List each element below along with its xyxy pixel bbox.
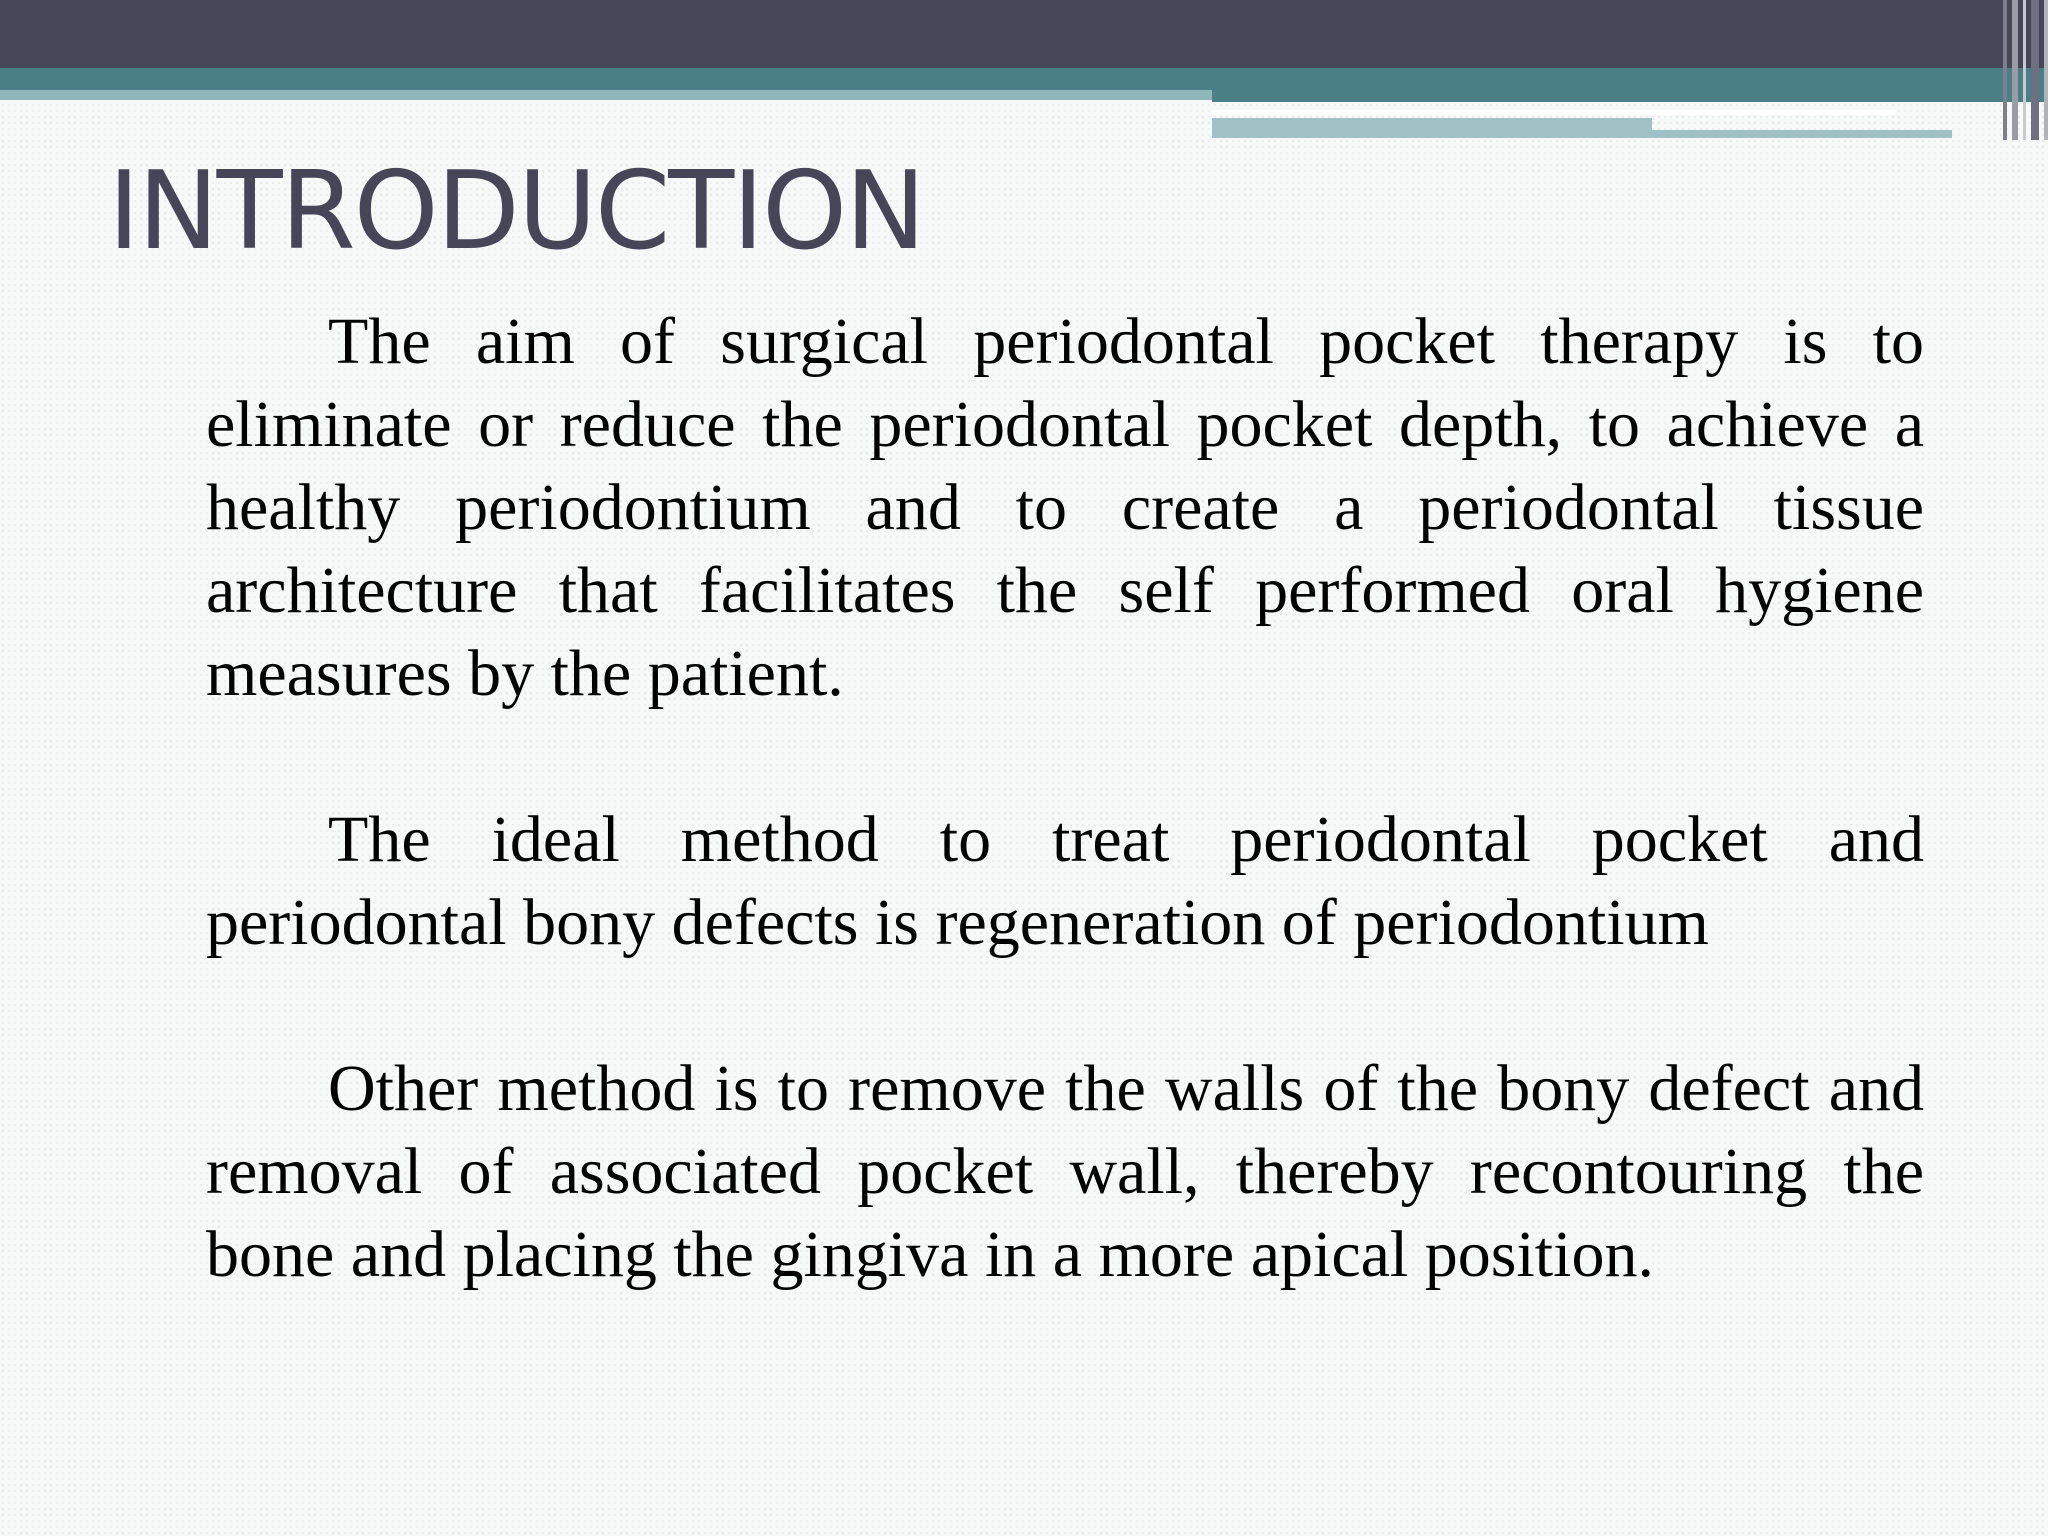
- stripe: [2031, 0, 2039, 140]
- top-dark-bar: [0, 0, 2048, 68]
- stripe: [2023, 0, 2026, 140]
- paragraph-ideal-method: The ideal method to treat periodontal pocket and periodontal bony defects is regeneration of periodontium: [206, 803, 1924, 959]
- stripe: [2003, 0, 2007, 140]
- corner-stripes: [1988, 0, 2048, 140]
- teal-band: [0, 68, 2048, 90]
- decor-line: [1212, 118, 1652, 138]
- slide-title: INTRODUCTION: [108, 149, 924, 274]
- decor-line: [1212, 110, 1896, 115]
- paragraph-aim: The aim of surgical periodontal pocket therapy is to eliminate or reduce the periodontal pocket depth, to achieve a healthy periodontium and to create a periodontal tissue architecture that facilitates the self performed oral hygiene measures by the patient.: [206, 305, 1924, 710]
- teal-step: [1212, 90, 2048, 102]
- paragraph-other-method: Other method is to remove the walls of the bony defect and removal of associated pocket wall, thereby recontouring the bone and placing the gingiva in a more apical position.: [206, 1052, 1924, 1291]
- slide-body: [206, 300, 1924, 1379]
- stripe: [2044, 0, 2048, 140]
- stripe: [2012, 0, 2018, 140]
- teal-band-light: [0, 90, 1212, 100]
- decor-line: [1652, 130, 1952, 138]
